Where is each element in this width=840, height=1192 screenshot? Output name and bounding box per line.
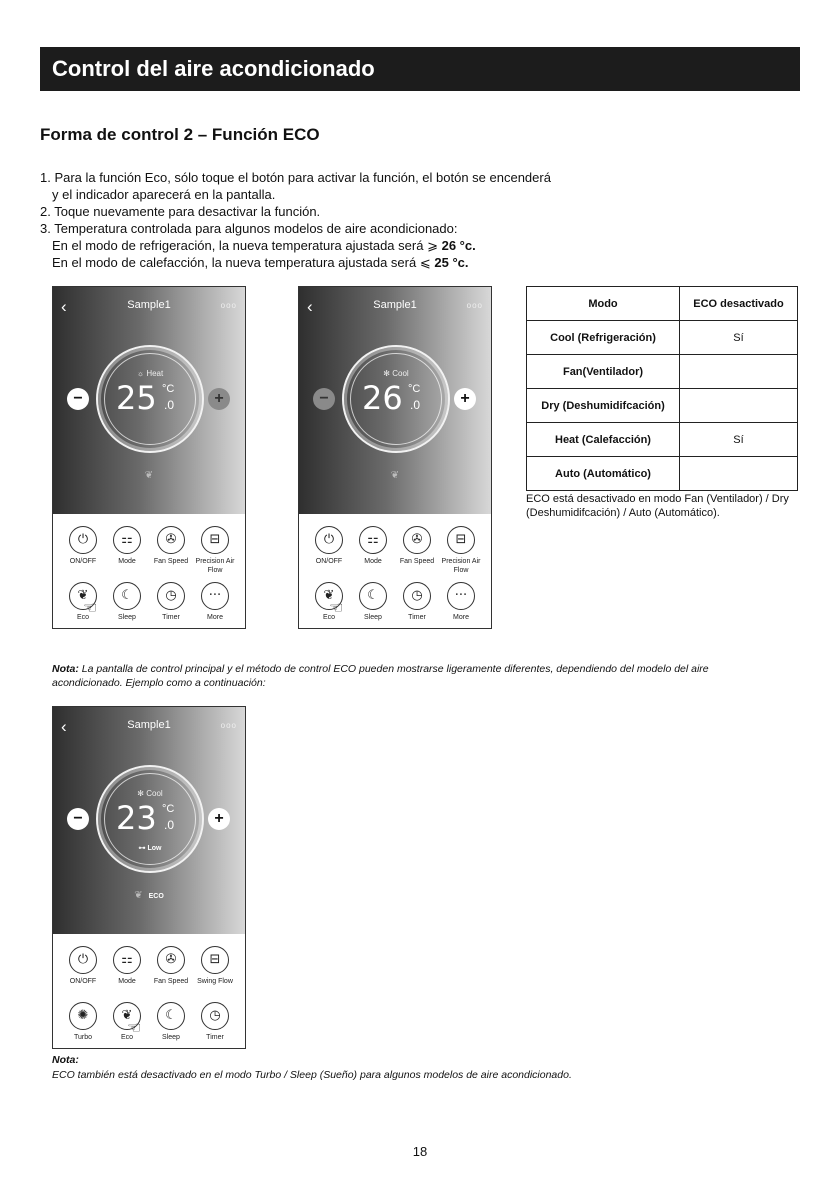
leaf-icon: ❦ bbox=[390, 470, 400, 481]
eco-button[interactable]: ❦ Eco bbox=[307, 582, 351, 622]
table-header-row bbox=[527, 287, 798, 321]
eco-button[interactable]: ❦ Eco bbox=[61, 582, 105, 622]
swing-flow-button[interactable]: ⊟ Swing Flow bbox=[193, 946, 237, 986]
temperature-decimal: .0 bbox=[410, 398, 421, 412]
fan-icon: ✇ bbox=[403, 526, 431, 554]
pointing-hand-icon: ☜ bbox=[329, 600, 344, 617]
temperature-decimal: .0 bbox=[164, 818, 175, 832]
eco-indicator: ❦ ECO bbox=[134, 890, 164, 901]
timer-icon: ◷ bbox=[157, 582, 185, 610]
back-arrow-icon[interactable]: ‹ bbox=[307, 297, 313, 316]
thermostat-screen bbox=[53, 287, 245, 514]
heat-temp-value: 25 °c. bbox=[434, 255, 469, 270]
table-row: Dry (Deshumidifcación) bbox=[527, 389, 798, 423]
instruction-3: 3. Temperatura controlada para algunos modelos de aire acondicionado: bbox=[40, 221, 458, 236]
timer-icon: ◷ bbox=[201, 1002, 229, 1030]
page-title: Control del aire acondicionado bbox=[52, 56, 375, 81]
note-2-text: ECO también está desactivado en el modo Turbo / Sleep (Sueño) para algunos modelos de aire acondicionado. bbox=[52, 1069, 572, 1081]
power-icon: ⏻ bbox=[69, 946, 97, 974]
power-icon: ⏻ bbox=[69, 526, 97, 554]
fan-icon: ✇ bbox=[157, 946, 185, 974]
eco-button[interactable]: ❦ Eco bbox=[105, 1002, 149, 1042]
mode-label: ✻ Cool bbox=[137, 789, 163, 798]
instruction-1: 1. Para la función Eco, sólo toque el botón para activar la función, el botón se encenderá bbox=[40, 170, 551, 185]
section-heading: Forma de control 2 – Función ECO bbox=[40, 125, 320, 144]
gte-symbol: ⩾ bbox=[427, 238, 438, 253]
moon-icon: ☾ bbox=[113, 582, 141, 610]
temperature-dial bbox=[342, 345, 450, 453]
mode-icon: ⚏ bbox=[113, 946, 141, 974]
device-title: Sample1 bbox=[373, 299, 417, 311]
more-icon: ··· bbox=[201, 582, 229, 610]
page-number: 18 bbox=[412, 1144, 428, 1159]
leaf-icon: ❦ bbox=[315, 582, 343, 610]
instruction-1b: y el indicador aparecerá en la pantalla. bbox=[52, 187, 276, 202]
temperature-value: 23 bbox=[116, 799, 157, 837]
table-row: Auto (Automático) bbox=[527, 457, 798, 491]
leaf-icon: ❦ bbox=[113, 1002, 141, 1030]
note-label: Nota: bbox=[52, 663, 79, 675]
minus-button[interactable]: − bbox=[67, 388, 89, 410]
leaf-icon: ❦ bbox=[144, 470, 154, 481]
fan-speed-label: ⊶ Low bbox=[138, 845, 162, 852]
precision-air-flow-button[interactable]: ⊟ Precision Air Flow bbox=[439, 526, 483, 575]
sleep-button[interactable]: ☾ Sleep bbox=[351, 582, 395, 622]
instructions bbox=[40, 169, 600, 271]
moon-icon: ☾ bbox=[359, 582, 387, 610]
mode-icon: ⚏ bbox=[359, 526, 387, 554]
on-off-button[interactable]: ⏻ ON/OFF bbox=[61, 526, 105, 566]
table-row: Cool (Refrigeración) Sí bbox=[527, 321, 798, 355]
mode-button[interactable]: ⚏ Mode bbox=[105, 946, 149, 986]
more-button[interactable]: ··· More bbox=[439, 582, 483, 622]
sleep-button[interactable]: ☾ Sleep bbox=[105, 582, 149, 622]
more-dots-icon[interactable]: ooo bbox=[220, 301, 237, 310]
table-row: Heat (Calefacción) Sí bbox=[527, 423, 798, 457]
note-text: La pantalla de control principal y el método de control ECO pueden mostrarse ligeramente diferentes, dependiendo del modelo del aire acondicionado. Ejemplo como a continuación: bbox=[52, 663, 709, 689]
table-row: Fan(Ventilador) bbox=[527, 355, 798, 389]
temperature-unit: °C bbox=[162, 383, 175, 395]
pointing-hand-icon: ☜ bbox=[83, 600, 98, 617]
air-flow-icon: ⊟ bbox=[447, 526, 475, 554]
phone-screen-eco bbox=[52, 706, 246, 1049]
plus-button[interactable]: + bbox=[208, 388, 230, 410]
device-title: Sample1 bbox=[127, 299, 171, 311]
temperature-unit: °C bbox=[162, 803, 175, 815]
on-off-button[interactable]: ⏻ ON/OFF bbox=[61, 946, 105, 986]
mode-icon: ⚏ bbox=[113, 526, 141, 554]
more-button[interactable]: ··· More bbox=[193, 582, 237, 622]
mode-label: ☼ Heat bbox=[136, 369, 164, 378]
timer-button[interactable]: ◷ Timer bbox=[395, 582, 439, 622]
fan-speed-button[interactable]: ✇ Fan Speed bbox=[149, 526, 193, 566]
thermostat-screen bbox=[299, 287, 491, 514]
back-arrow-icon[interactable]: ‹ bbox=[61, 717, 67, 736]
note-1 bbox=[52, 662, 752, 690]
instruction-3a: En el modo de refrigeración, la nueva temperatura ajustada será ⩾ 26 °c. bbox=[52, 238, 476, 253]
power-icon: ⏻ bbox=[315, 526, 343, 554]
note-2-label: Nota: bbox=[52, 1054, 79, 1066]
air-flow-icon: ⊟ bbox=[201, 526, 229, 554]
instruction-3b: En el modo de calefacción, la nueva temperatura ajustada será ⩽ 25 °c. bbox=[52, 255, 469, 270]
turbo-icon: ✺ bbox=[69, 1002, 97, 1030]
lte-symbol: ⩽ bbox=[419, 255, 431, 270]
fan-icon: ✇ bbox=[157, 526, 185, 554]
temperature-decimal: .0 bbox=[164, 398, 175, 412]
minus-button[interactable]: − bbox=[67, 808, 89, 830]
timer-icon: ◷ bbox=[403, 582, 431, 610]
back-arrow-icon[interactable]: ‹ bbox=[61, 297, 67, 316]
device-title: Sample1 bbox=[127, 719, 171, 731]
fan-speed-button[interactable]: ✇ Fan Speed bbox=[149, 946, 193, 986]
precision-air-flow-button[interactable]: ⊟ Precision Air Flow bbox=[193, 526, 237, 575]
phone-screen-cool bbox=[298, 286, 492, 629]
table-header: Modo bbox=[527, 287, 680, 321]
phone-screen-heat bbox=[52, 286, 246, 629]
plus-button[interactable]: + bbox=[454, 388, 476, 410]
sleep-button[interactable]: ☾ Sleep bbox=[149, 1002, 193, 1042]
more-dots-icon[interactable]: ooo bbox=[466, 301, 483, 310]
on-off-button[interactable]: ⏻ ON/OFF bbox=[307, 526, 351, 566]
swing-icon: ⊟ bbox=[201, 946, 229, 974]
leaf-icon: ❦ bbox=[134, 890, 143, 901]
fan-speed-button[interactable]: ✇ Fan Speed bbox=[395, 526, 439, 566]
table-header: ECO desactivado bbox=[680, 287, 798, 321]
mode-button[interactable]: ⚏ Mode bbox=[351, 526, 395, 566]
pointing-hand-icon: ☜ bbox=[127, 1020, 142, 1037]
temperature-value: 26 bbox=[362, 379, 403, 417]
temperature-unit: °C bbox=[408, 383, 421, 395]
eco-mode-table bbox=[526, 286, 798, 491]
plus-button[interactable]: + bbox=[208, 808, 230, 830]
thermostat-screen bbox=[53, 707, 245, 934]
moon-icon: ☾ bbox=[157, 1002, 185, 1030]
turbo-button[interactable]: ✺ Turbo bbox=[61, 1002, 105, 1042]
cool-temp-value: 26 °c. bbox=[441, 238, 476, 253]
leaf-icon: ❦ bbox=[69, 582, 97, 610]
timer-button[interactable]: ◷ Timer bbox=[193, 1002, 237, 1042]
temperature-dial bbox=[96, 765, 204, 873]
timer-button[interactable]: ◷ Timer bbox=[149, 582, 193, 622]
instruction-2: 2. Toque nuevamente para desactivar la función. bbox=[40, 204, 321, 219]
more-dots-icon[interactable]: ooo bbox=[220, 721, 237, 730]
table-note: ECO está desactivado en modo Fan (Ventilador) / Dry (Deshumidifcación) / Auto (Automático). bbox=[526, 493, 789, 519]
temperature-value: 25 bbox=[116, 379, 157, 417]
temperature-dial bbox=[96, 345, 204, 453]
mode-label: ✻ Cool bbox=[383, 369, 409, 378]
more-icon: ··· bbox=[447, 582, 475, 610]
mode-button[interactable]: ⚏ Mode bbox=[105, 526, 149, 566]
header-bar bbox=[40, 47, 800, 91]
minus-button[interactable]: − bbox=[313, 388, 335, 410]
